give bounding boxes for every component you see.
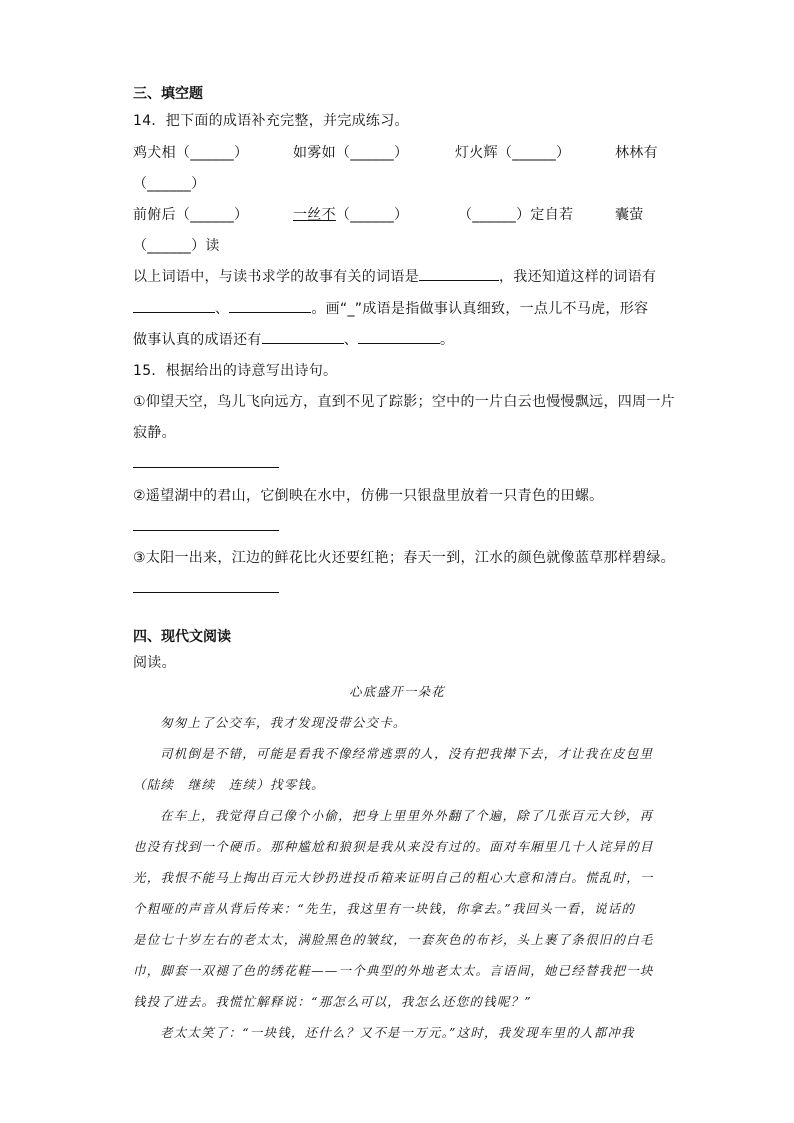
poem-meaning-1-line-2: 寂静。 — [133, 425, 176, 441]
story-line: 个粗哑的声音从背后传来：“先生，我这里有一块钱，你拿去。”我回头一看，说话的 — [133, 901, 636, 916]
section-4-title: 四、现代文阅读 — [133, 629, 231, 645]
answer-blank[interactable] — [262, 329, 344, 344]
poem-meaning-2: ②遥望湖中的君山，它倒映在水中，仿佛一只银盘里放着一只青色的田螺。 — [133, 488, 604, 504]
story-line: 在车上，我觉得自己像个小偷，把身上里里外外翻了个遍，除了几张百元大钞，再 — [160, 808, 654, 823]
idiom-blank-7[interactable]: （______）定自若 — [458, 207, 574, 223]
answer-blank[interactable] — [133, 298, 215, 313]
poem-meaning-3: ③太阳一出来，江边的鲜花比火还要红艳；春天一到，江水的颜色就像蓝草那样碧绿。 — [133, 550, 675, 566]
idiom-blank-5[interactable]: 前俯后（______） — [133, 207, 249, 223]
story-line: 是位七十岁左右的老太太，满脸黑色的皱纹，一套灰色的布衫，头上裹了条很旧的白毛 — [133, 932, 654, 947]
question-14-prompt: 14．把下面的成语补充完整，并完成练习。 — [133, 113, 409, 129]
idiom-blank-4-wrap[interactable]: （______） — [133, 176, 206, 192]
story-line: 光，我恨不能马上掏出百元大钞扔进投币箱来证明自己的粗心大意和清白。慌乱时，一 — [133, 870, 654, 885]
answer-line-3[interactable] — [133, 592, 279, 593]
idiom-blank-8-wrap[interactable]: （______）读 — [133, 238, 220, 254]
reading-instruction: 阅读。 — [133, 655, 176, 671]
answer-blank[interactable] — [358, 329, 440, 344]
idiom-blank-4: 林林有 — [615, 145, 658, 161]
story-line: 匆匆上了公交车，我才发现没带公交卡。 — [160, 715, 407, 730]
answer-blank[interactable] — [229, 298, 311, 313]
story-line: 司机倒是不错，可能是看我不像经常逃票的人，没有把我撵下去，才让我在皮包里 — [160, 746, 654, 761]
story-line: （陆续 继续 连续）找零钱。 — [133, 777, 325, 792]
answer-line-1[interactable] — [133, 467, 279, 468]
story-line: 巾，脚套一双褪了色的绣花鞋——一个典型的外地老太太。言语间，她已经替我把一块 — [133, 963, 654, 978]
underlined-idiom: 一丝不 — [293, 207, 336, 223]
idiom-blank-8: 囊萤 — [615, 207, 644, 223]
idiom-blank-6[interactable]: 一丝不（______） — [293, 207, 409, 223]
q14-fill-line-3: 做事认真的成语还有 、 。 — [133, 329, 454, 349]
q14-fill-line-2: 、 。画“_”成语是指做事认真细致，一点儿不马虎，形容 — [133, 298, 648, 318]
section-3-title: 三、填空题 — [133, 86, 203, 102]
story-line: 老太太笑了：“一块钱，还什么？又不是一万元。”这时，我发现车里的人都冲我 — [160, 1025, 635, 1040]
idiom-blank-2[interactable]: 如雾如（______） — [293, 145, 409, 161]
poem-meaning-1-line-1: ①仰望天空，鸟儿飞向远方，直到不见了踪影；空中的一片白云也慢慢飘远，四周一片 — [133, 394, 675, 410]
story-title: 心底盛开一朵花 — [349, 684, 445, 699]
idiom-blank-3[interactable]: 灯火辉（______） — [455, 145, 571, 161]
story-line: 钱投了进去。我慌忙解释说：“那怎么可以，我怎么还您的钱呢？” — [133, 994, 532, 1009]
story-line: 也没有找到一个硬币。那种尴尬和狼狈是我从来没有过的。面对车厢里几十人诧异的目 — [133, 839, 654, 854]
q14-fill-line-1: 以上词语中，与读书求学的故事有关的词语是 ，我还知道这样的词语有 — [133, 266, 656, 286]
idiom-blank-1[interactable]: 鸡犬相（______） — [133, 145, 249, 161]
answer-blank[interactable] — [419, 266, 499, 281]
question-15-prompt: 15．根据给出的诗意写出诗句。 — [133, 363, 338, 379]
answer-line-2[interactable] — [133, 530, 279, 531]
